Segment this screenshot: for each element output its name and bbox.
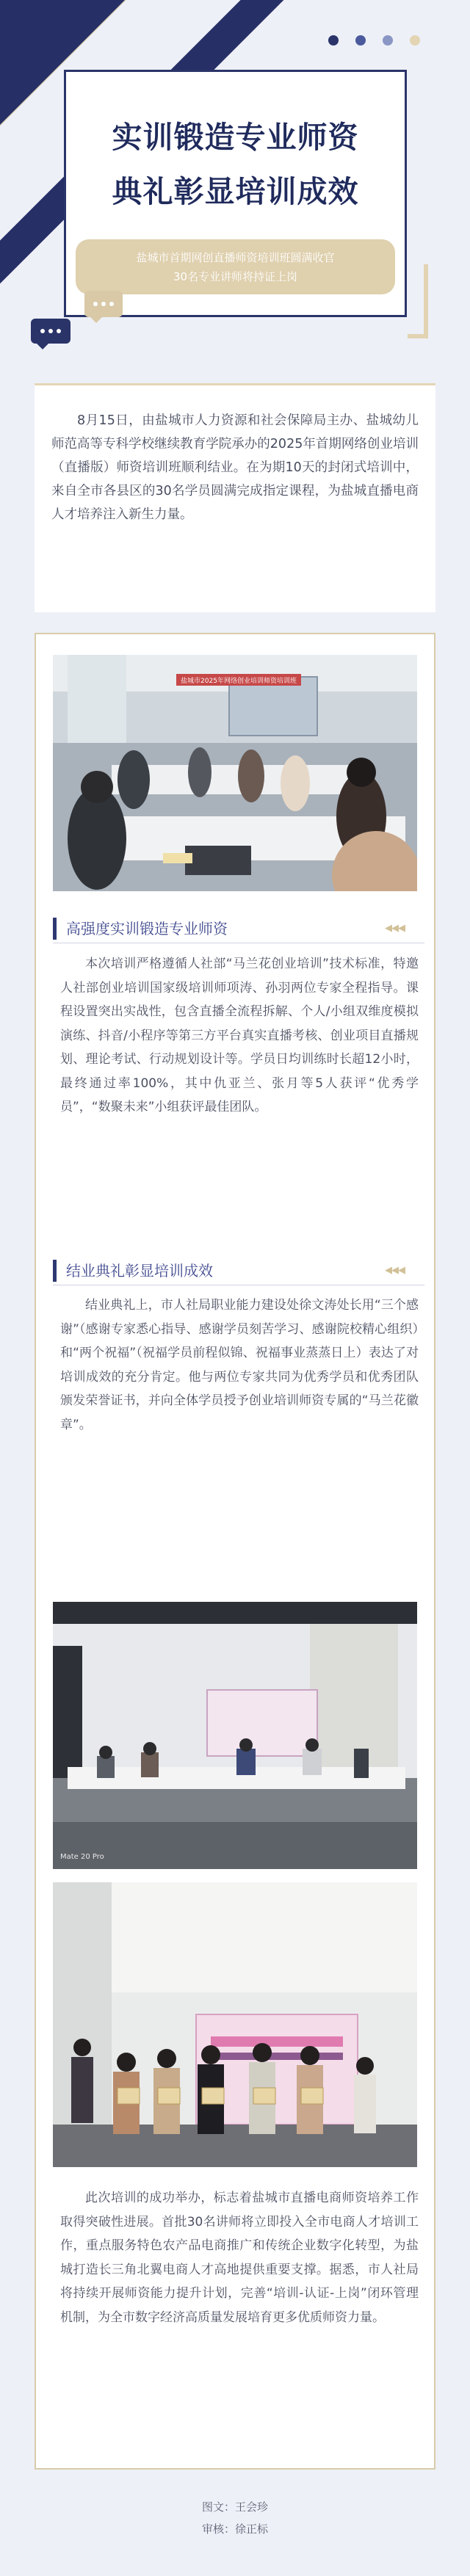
section-title: 高强度实训锻造专业师资: [66, 920, 228, 937]
section-title: 结业典礼彰显培训成效: [66, 1262, 213, 1280]
classroom-photo: [53, 655, 417, 891]
photo-watermark: Mate 20 Pro: [60, 1853, 104, 1861]
subtitle-line: 盐城市首期网创直播师资培训班圆满收官: [136, 250, 335, 264]
decor-gold-bar: [408, 334, 428, 338]
section-heading: [53, 918, 424, 940]
section-marker: [53, 918, 57, 940]
header: [0, 0, 470, 382]
dot: [410, 35, 420, 46]
ceremony-photo: [53, 1602, 417, 1869]
dot: [328, 35, 339, 46]
title-line: 典礼彰显培训成效: [112, 174, 359, 209]
award-photo: [53, 1882, 417, 2167]
triple-chevron-icon: ◀◀◀: [385, 1265, 405, 1276]
dot: [383, 35, 393, 46]
credits: [0, 2496, 470, 2540]
subtitle-line: 30名专业讲师将持证上岗: [173, 269, 298, 283]
title-line: 实训锻造专业师资: [112, 120, 359, 155]
intro-paragraph: 8月15日，由盐城市人力资源和社会保障局主办、盐城幼儿师范高等专科学校继续教育学院承办的2025年首期网络创业培训（直播版）师资培训班顺利结业。在为期10天的封闭式培训中，来自全市各县区的30名学员圆满完成指定课程，为盐城直播电商人才培养注入新生力量。: [51, 413, 419, 522]
subtitle-pill: [76, 239, 395, 294]
section-marker: [53, 1260, 57, 1282]
speech-bubble-icon: [84, 291, 123, 323]
section-paragraph: 结业典礼上，市人社局职业能力建设处徐文涛处长用“三个感谢”（感谢专家悉心指导、感谢学员刻苦学习、感谢院校精心组织）和“两个祝福”（祝福学员前程似锦、祝福事业蒸蒸日上）表达了对培训成效的充分肯定。他与两位专家共同为优秀学员和优秀团队颁发荣誉证书，并向全体学员授予创业培训师资专属的“马兰花徽章”。: [60, 1298, 419, 1432]
header-dots: [328, 35, 420, 46]
closing-paragraph: 此次培训的成功举办，标志着盐城市直播电商师资培养工作取得突破性进展。首批30名讲师将立即投入全市电商人才培训工作，重点服务特色农产品电商推广和传统企业数字化转型，为盐城打造长三角北翼电商人才高地提供重要支撑。据悉，市人社局将持续开展师资能力提升计划，完善“培训-认证-上岗”闭环管理机制，为全市数字经济高质量发展培育更多优质师资力量。: [60, 2191, 419, 2325]
photo-banner-text: 盐城市2025年网络创业培训师资培训班: [181, 678, 297, 685]
title-card: [64, 70, 407, 317]
credit-reviewer: 审核：徐正标: [201, 2522, 268, 2536]
page-title: [66, 110, 405, 219]
section-heading: [53, 1260, 424, 1282]
divider: [35, 383, 435, 385]
decor-gold-bar: [424, 264, 428, 338]
dot: [355, 35, 366, 46]
section-paragraph: 本次培训严格遵循人社部“马兰花创业培训”技术标准，特邀人社部创业培训国家级培训师项涛、孙羽两位专家全程指导。课程设置突出实战性，包含直播全流程拆解、个人/小组双维度模拟演练、抖音/小程序等第三方平台真实直播考核、创业项目直播规划、理论考试、行动规划设计等。学员日均训练时长超12小时，最终通过率100%，其中仇亚兰、张月等5人获评“优秀学员”，“数聚未来”小组获评最佳团队。: [60, 957, 419, 1114]
speech-bubble-icon: [31, 319, 70, 349]
credit-author: 图文：王会珍: [201, 2500, 268, 2514]
triple-chevron-icon: ◀◀◀: [385, 923, 405, 934]
